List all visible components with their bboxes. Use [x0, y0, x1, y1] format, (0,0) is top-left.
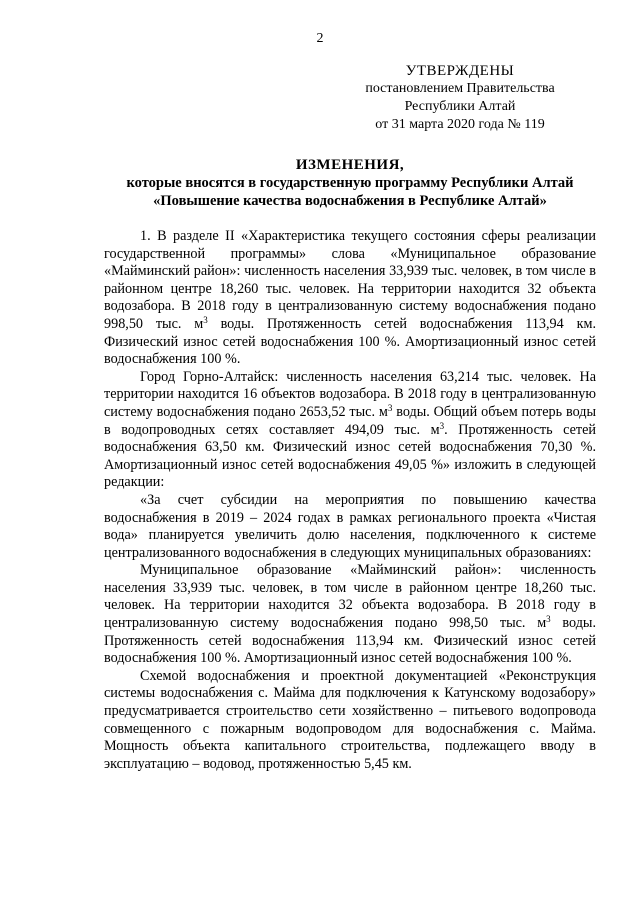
approval-title: УТВЕРЖДЕНЫ: [405, 63, 515, 79]
paragraph-5: Схемой водоснабжения и проектной документацией «Реконструкция системы водоснабжения с. Майма для подключения к Катунскому водозабору» предусматривается строительство сети хозяйственно – питьевого водопровода совмещенного с пожарным водопроводом для водоснабжения с. Майма. Мощность объекта капитального строительства, подлежащего вводу в эксплуатацию – водовод, протяженностью 5,45 км.: [104, 667, 596, 772]
page-number: 2: [316, 31, 324, 46]
paragraph-1-text-a: 1. В разделе II «Характеристика текущего состояния сферы реализации государственной программы» слова «Муниципальное образование «Майминский район»: численность населения 33,939 тыс. человек, в том числе в районном центре 18,260 тыс. человек. На территории находится 32 объекта водозабора. В 2018 году в централизованную систему водоснабжения подано 998,50 тыс. м: [104, 228, 596, 332]
cubic-superscript: 3: [439, 420, 445, 431]
cubic-superscript: 3: [203, 314, 208, 325]
approval-line-republic: Республики Алтай: [404, 99, 516, 114]
cubic-superscript: 3: [546, 614, 551, 625]
document-body: [104, 228, 596, 773]
document-title: [90, 156, 610, 210]
paragraph-2-text-a: Город Горно-Алтайск: численность населения 63,214 тыс. человек. На территории находится 16 объектов водозабора. В 2018 году в централизованную систему водоснабжения подано 2653,52 тыс. м: [104, 368, 596, 420]
paragraph-1: [104, 228, 596, 369]
document-subtitle-line-2: «Повышение качества водоснабжения в Республике Алтай»: [153, 193, 547, 209]
approval-line-decree: постановлением Правительства: [365, 81, 555, 96]
paragraph-2-text-c: . Протяженность сетей водоснабжения 63,50 км. Физический износ сетей водоснабжения 70,30 %. Амортизационный износ сетей водоснабжения 49,05 %» изложить в следующей редакции:: [104, 421, 596, 491]
document-heading: ИЗМЕНЕНИЯ,: [295, 157, 405, 173]
paragraph-4: [104, 562, 596, 668]
cubic-superscript: 3: [387, 402, 393, 413]
paragraph-4-text-b: воды. Протяженность сетей водоснабжения 113,94 км. Физический износ сетей водоснабжения 100 %. Амортизационный износ сетей водоснабжения 100 %.: [104, 615, 596, 667]
approval-line-date: от 31 марта 2020 года № 119: [375, 117, 545, 132]
paragraph-2-text-b: воды. Общий объем потерь воды в водопроводных сетях составляет 494,09 тыс. м: [104, 403, 597, 438]
document-subtitle-line-1: которые вносятся в государственную программу Республики Алтай: [126, 175, 574, 191]
paragraph-3: «За счет субсидии на мероприятия по повышению качества водоснабжения в 2019 – 2024 годах в рамках регионального проекта «Чистая вода» планируется увеличить долю населения, подключенного к системе централизованного водоснабжения в следующих муниципальных образованиях:: [104, 491, 596, 561]
paragraph-1-text-b: воды. Протяженность сетей водоснабжения 113,94 км. Физический износ сетей водоснабжения 100 %. Амортизационный износ сетей водоснабжения 100 %.: [104, 315, 596, 368]
approval-block: [340, 62, 580, 134]
paragraph-2: [104, 369, 596, 492]
paragraph-4-text-a: Муниципальное образование «Майминский район»: численность населения 33,939 тыс. человек, в том числе в районном центре 18,260 тыс. человек. На территории находится 32 объекта водозабора. В 2018 году в централизованную систему водоснабжения подано 998,50 тыс. м: [104, 562, 596, 632]
